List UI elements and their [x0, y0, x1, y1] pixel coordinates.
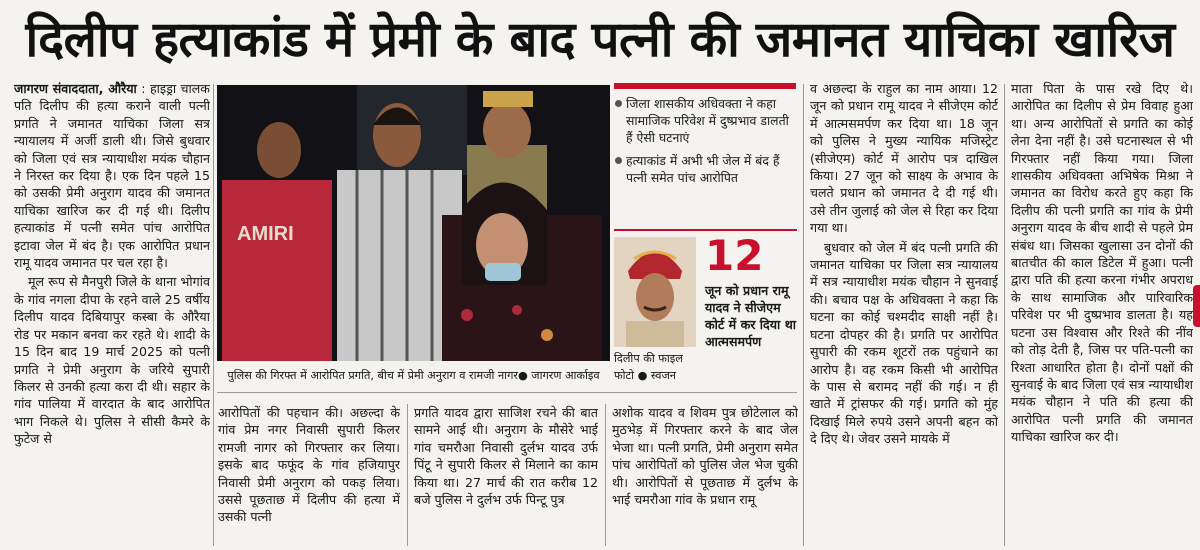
article-column-1 — [14, 80, 210, 546]
arrest-photo — [217, 85, 610, 361]
article-column-4: अशोक यादव व शिवम पुत्र छोटेलाल को मुठभेड़ में गिरफ्तार करने के बाद जेल भेजा था। पत्नी प्रगति, प्रेमी अनुराग समेत पांच आरोपितों को पुलिस जेल भेज चुकी थी। आरोपितों से पूछताछ में दुर्लभ के भाई चमरौआ गांव के प्रधान रामू — [612, 405, 798, 508]
arrest-photo-illustration — [217, 85, 610, 361]
highlights-box — [614, 83, 796, 186]
article-column-2: आरोपितों की पहचान की। अछल्दा के गांव प्रेम नगर निवासी सुपारी किलर रामजी नागर को गिरफ्तार कर लिया। इसके बाद फफूंद के गांव हजियापुर निवासी प्रेमी अनुराग को पकड़ लिया। उससे पूछताछ में दिलीप की हत्या में उसकी पत्नी — [218, 405, 400, 525]
big-number: 12 — [705, 231, 764, 280]
highlights-bar — [614, 83, 796, 89]
bullet-icon — [615, 157, 622, 164]
article-column-5: व अछल्दा के राहुल का नाम आया। 12 जून को प्रधान रामू यादव ने सीजेएम कोर्ट में आत्मसमर्पण कर दिया था। 18 जून को पुलिस ने मुख्य न्यायिक मजिस्ट्रेट (सीजेएम) कोर्ट में आरोप पत्र दाखिल किया। 27 जून को साक्ष्य के अभाव के चलते प्रधान को जमानत दे दी गई थी। उसे तीन जुलाई को जेल से रिहा कर दिया गया था। बुधवार को जेल में बंद पत्नी प्रगति की जमानत याचिका पर जिला सत्र न्यायालय में सत्र न्यायाधीश मयंक चौहान ने सुनवाई की। बचाव पक्ष के अधिवक्ता ने कहा कि घटना का कोई चश्मदीद साक्षी नहीं है। घटना दोपहर की है। प्रगति पर आरोपित सुपारी की रकम शूटरों तक पहुंचाने का आरोप है। वह रकम किसी भी आरोपित के पास से बरामद नहीं की गई। न ही खाते में ट्रांसफर की गई। प्रगति को मुंह दिखाई मिले रुपये उसने अपनी बहन को दे दिए थे। जेवर उसने मायके में — [810, 81, 998, 447]
paragraph-2: मूल रूप से मैनपुरी जिले के थाना भोगांव के गांव नगला दीपा के रहने वाले 25 वर्षीय दिलीप यादव दिबियापुर कस्बा के औरैया रोड पर मकान बनवा कर रहते थे। शादी के 15 दिन बाद 19 मार्च 2025 को पत्नी प्रगति ने प्रेमी अनुराग के जरिये सुपारी किलर से उनकी हत्या करा दी थी। सहार के गांव पालिया में वारदात के बाद आरोपित भाग निकले थे। पुलिस ने सीसी कैमरे के फुटेज से — [14, 274, 210, 447]
file-photo-illustration — [614, 237, 696, 347]
bullet-icon — [615, 100, 622, 107]
column-rule — [1004, 84, 1005, 546]
pull-quote: जून को प्रधान रामू यादव ने सीजेएम कोर्ट में कर दिया था आत्मसमर्पण — [705, 283, 796, 349]
photo-caption: पुलिस की गिरफ्त में आरोपित प्रगति, बीच में प्रेमी अनुराग व रामजी नागर● जागरण आर्काइव — [227, 369, 600, 382]
article-column-6: माता पिता के पास रखे दिए थे। आरोपित का दिलीप से प्रेम विवाह हुआ था। अन्य आरोपितों से प्रगति का कोई लेना देना नहीं है। उसे घटनास्थल से भी गिरफ्तार नहीं किया गया। जिला शासकीय अधिवक्ता अभिषेक मिश्रा ने जमानत का विरोध करते हुए कहा कि दिलीप की पत्नी प्रगति का गांव के प्रेमी अनुराग यादव के बीच शादी से पहले प्रेम संबंध था। जिसका खुलासा उन दोनों की बातचीत की काल डिटेल में हुआ। पत्नी द्वारा पति की हत्या करना गंभीर अपराध के साथ सामाजिक और पारिवारिक परिवेश पर भी दुष्प्रभाव डालता है। यह घटना उस विश्वास और रिश्ते की नींव को तोड़ देती है, जिस पर पति-पत्नी का रिश्ता आधारित होता है। दोनों पक्षों की सुनवाई के बाद जिला एवं सत्र न्यायाधीश मयंक चौहान ने पति की हत्या की आरोपित पत्नी प्रगति की जमानत याचिका खारिज कर दी। — [1011, 81, 1193, 445]
byline: जागरण संवाददाता, औरैया — [14, 81, 137, 96]
shirt-text: AMIRI — [237, 223, 294, 245]
file-photo — [614, 237, 696, 347]
photo-rule — [217, 392, 797, 393]
page-edge-marker — [1193, 285, 1200, 327]
highlight-item: जिला शासकीय अधिवक्ता ने कहा सामाजिक परिवेश में दुष्प्रभाव डालती हैं ऐसी घटनाएं — [614, 95, 796, 146]
article-column-3: प्रगति यादव द्वारा साजिश रचने की बात सामने आई थी। अनुराग के मौसेरे भाई गांव चमरौआ निवासी दुर्लभ यादव उर्फ पिंटू ने सुपारी किलर से मिलाने का काम किया था। 27 मार्च की रात करीब 12 बजे पुलिस ने दुर्लभ उर्फ पिन्टू पुत्र — [414, 405, 598, 508]
headline: दिलीप हत्याकांड में प्रेमी के बाद पत्नी की जमानत याचिका खारिज — [25, 11, 1175, 68]
column-rule — [407, 404, 408, 546]
column-rule — [213, 84, 214, 546]
highlight-item: हत्याकांड में अभी भी जेल में बंद हैं पत्नी समेत पांच आरोपित — [614, 152, 796, 186]
paragraph-1: : हाइड्रा चालक पति दिलीप की हत्या कराने वाली पत्नी प्रगति ने जमानत याचिका जिला सत्र न्यायालय में अर्जी डाली थी। जिसे बुधवार को जिला एवं सत्र न्यायाधीश मयंक चौहान ने निरस्त कर दिया है। एक दिन पहले 15 को उसकी प्रेमी अनुराग यादव की जमानत याचिका खारिज कर दी गई थी। दिलीप हत्याकांड में पत्नी समेत पांच आरोपित इटावा जेल में बंद है। एक आरोपित प्रधान रामू यादव जमानत पर चल रहा है। — [14, 81, 210, 271]
column-rule — [803, 84, 804, 546]
column-rule — [605, 404, 606, 546]
file-photo-caption: दिलीप की फाइल फोटो ● स्वजन — [614, 352, 683, 382]
